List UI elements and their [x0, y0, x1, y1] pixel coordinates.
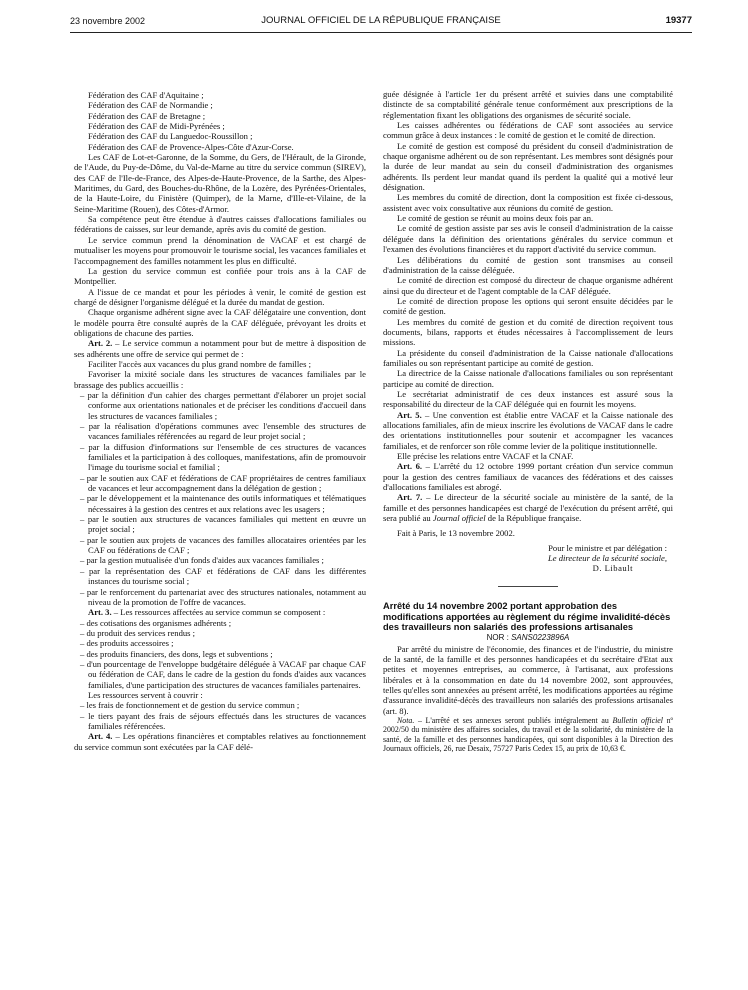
journal-officiel-ref: Journal officiel: [432, 513, 486, 524]
article-3: [74, 607, 366, 617]
paragraph: guée désignée à l'article 1er du présent arrêté et suivies dans une comptabilité distincte de sa comptabilité générale tenue conformément aux prescriptions de la réglementation fixant les obligations des organismes de sécurité sociale.: [383, 89, 673, 120]
article-text: – Le directeur de la sécurité sociale au ministère de la santé, de la famille et des personnes handicapées est chargé de l'exécution du présent arrêté, qui sera publié au: [383, 492, 674, 524]
dash-list: [74, 700, 366, 731]
list-item: Fédération des CAF de Midi-Pyrénées ;: [88, 121, 225, 132]
article-text: de la République française.: [485, 513, 582, 524]
article-label: Art. 4.: [88, 731, 113, 742]
list-item: – par le développement et la maintenance des outils informatiques et télématiques nécessaires à la gestion des centres et aux relations avec les usagers ;: [80, 493, 366, 514]
paragraph: Les membres du comité de gestion et du comité de direction reçoivent tous documents, bilans, rapports et études nécessaires à l'accomplissement de leurs missions.: [383, 316, 673, 348]
list-item: – par le soutien aux projets de vacances des familles allocataires orientées par les CAF ou fédérations de CAF ;: [80, 534, 366, 556]
bulletin-officiel-ref: Bulletin officiel: [612, 715, 663, 725]
list-item: – des produits financiers, des dons, legs et subventions ;: [80, 648, 273, 659]
nor-reference: [383, 633, 673, 643]
article-label: Art. 2.: [88, 338, 113, 349]
dash-list: [74, 390, 366, 607]
paragraph: Le comité de gestion est composé du président du conseil d'administration de chaque organisme adhérent ou de son représentant. Les membres sont désignés pour la durée de leur mandat au sein du conseil d'administration des organismes adhérents. Ils perdent leur mandat quand ils perdent la qualité qui a motivé leur désignation.: [383, 140, 673, 193]
dash-list: [74, 618, 366, 690]
signatory-name: D. Libault: [592, 563, 633, 574]
nor-code: SANS0223896A: [511, 633, 570, 643]
list-item: – des cotisations des organismes adhérents ;: [80, 617, 232, 628]
paragraph: Le comité de direction propose les options qui seront ensuite décidées par le comité de gestion.: [383, 295, 673, 317]
list-item: – par le renforcement du partenariat avec des structures nationales, notamment au niveau de la promotion de l'offre de vacances.: [80, 586, 366, 607]
article-text: – Une convention est établie entre VACAF et la Caisse nationale des allocations familiales, afin de mieux inscrire les évolutions de VACAF dans le cadre des orientations institutionnelles pour soutenir et accompagner les vacances familiales, et de renforcer son rôle comme levier de la politique institutionnelle.: [383, 409, 673, 451]
list-item: Fédération des CAF de Provence-Alpes-Côte d'Azur-Corse.: [88, 141, 294, 152]
article-label: Art. 6.: [397, 461, 423, 472]
paragraph: Le comité de gestion se réunit au moins deux fois par an.: [397, 213, 594, 224]
right-column: [383, 89, 673, 754]
journal-title: JOURNAL OFFICIEL DE LA RÉPUBLIQUE FRANÇAISE: [261, 15, 501, 26]
nota-text: – L'arrêté et ses annexes seront publiés intégralement au: [414, 715, 613, 725]
nor-label: NOR :: [486, 633, 512, 643]
page-number: 19377: [665, 15, 692, 26]
left-column: [74, 90, 366, 752]
list-item: – par la représentation des CAF et fédérations de CAF dans les différentes instances du tourisme social ;: [80, 565, 366, 587]
paragraph: A l'issue de ce mandat et pour les périodes à venir, le comité de gestion est chargé de désigner l'organisme délégué et la durée du mandat de gestion.: [74, 286, 366, 307]
paragraph: La gestion du service commun est confiée pour trois ans à la CAF de Montpellier.: [74, 265, 366, 287]
paragraph: La présidente du conseil d'administration de la Caisse nationale d'allocations familiales ou son représentant participe au comité de gestion.: [383, 347, 673, 368]
paragraph: Faciliter l'accès aux vacances du plus grand nombre de familles ;: [88, 358, 311, 369]
decree-headline: Arrêté du 14 novembre 2002 portant approbation des modifications apportées au règlement du régime invalidité-décès des travailleurs non salariés des professions artisanales: [383, 600, 671, 633]
signature-title: Le directeur de la sécurité sociale,: [547, 553, 667, 564]
article-text: – L'arrêté du 12 octobre 1999 portant création d'un service commun pour la gestion des centres familiaux de vacances des fédérations et des caisses d'allocations familiales est abrogé.: [383, 461, 674, 493]
list-item: – les frais de fonctionnement et de gestion du service commun ;: [80, 700, 300, 711]
article-text: – Les ressources affectées au service commun se composent :: [111, 607, 326, 618]
paragraph: Le secrétariat administratif de ces deux instances est assuré sous la responsabilité du directeur de la CAF déléguée qui en fournit les moyens.: [383, 388, 673, 410]
paragraph: Par arrêté du ministre de l'économie, des finances et de l'industrie, du ministre de la santé, de la famille et des personnes handicapées et du secrétaire d'Etat aux petites et moyennes entreprises, au commerce, à l'artisanat, aux professions libérales et à la consommation en date du 14 novembre 2002, sont approuvées, telles qu'elles sont annexées au présent arrêté, les modifications apportées au régime d'assurance invalidité-décès des travailleurs non salariés des professions artisanales (art. 8).: [383, 643, 673, 716]
paragraph: Les CAF de Lot-et-Garonne, de la Somme, du Gers, de l'Hérault, de la Gironde, de l'Aude, du Puy-de-Dôme, du Val-de-Marne au titre du service commun (SIREV), des CAF de l'Ile-de-France, des Alpes-de-Haute-Provence, de la Sarthe, des Alpes-Maritimes, du Gard, des Bouches-du-Rhône, de la Lozère, des Pyrénées-Orientales, de la Haute-Loire, du Finistère (Quimper), de la Marne, d'Ille-et-Vilaine, de la Seine-Maritime (Rouen), des Côtes-d'Armor.: [74, 152, 366, 214]
nota-label: Nota.: [397, 715, 415, 725]
list-item: Fédération des CAF d'Aquitaine ;: [88, 90, 204, 100]
list-item: – par la diffusion d'informations sur l'ensemble de ces structures de vacances familiales et la participation à des colloques, manifestations, afin de promouvoir l'image du tourisme social et familial ;: [80, 441, 366, 473]
paragraph: La directrice de la Caisse nationale d'allocations familiales ou son représentant participe au comité de direction.: [383, 368, 673, 389]
paragraph: Le service commun prend la dénomination de VACAF et est chargé de mutualiser les moyens pour promouvoir le tourisme social, les vacances familiales et l'accompagnement des familles notamment les plus en difficulté.: [74, 234, 366, 266]
article-7: [383, 492, 673, 523]
list-item: – par la gestion mutualisée d'un fonds d'aides aux vacances familiales ;: [80, 555, 324, 566]
nota: [383, 716, 673, 754]
list-item: – par le soutien aux CAF et fédérations de CAF propriétaires de centres familiaux de vacances et leur accompagnement dans la délégation de gestion ;: [80, 472, 366, 494]
article-text: – Les opérations financières et comptables relatives au fonctionnement du service commun sont exécutées par la CAF délé-: [74, 731, 367, 752]
signature-line: Pour le ministre et par délégation :: [548, 542, 667, 553]
list-item: – par la réalisation d'opérations communes avec l'ensemble des structures de vacances familiales référencées au regard de leur projet social ;: [80, 421, 366, 442]
separator: [498, 586, 558, 587]
list-item: – des produits accessoires ;: [80, 638, 174, 649]
paragraph: Les caisses adhérentes ou fédérations de CAF sont associées au service commun grâce à deux instances : le comité de gestion et le comité de direction.: [383, 120, 673, 141]
paragraph: Elle précise les relations entre VACAF et la CNAF.: [397, 451, 574, 462]
list-item: Fédération des CAF de Bretagne ;: [88, 110, 206, 121]
article-6: [383, 461, 673, 492]
article-5: [383, 410, 673, 451]
paragraph: Sa compétence peut être étendue à d'autres caisses d'allocations familiales ou fédérations de caisses, sur leur demande, après avis du comité de gestion.: [74, 214, 366, 235]
federation-list: [74, 90, 366, 152]
list-item: – par la définition d'un cahier des charges permettant d'élaborer un projet social conforme aux orientations nationales et de préciser les conditions d'accueil dans les structures de vacances familiales ;: [80, 389, 366, 421]
nota-text: nº 2002/50 du ministère des affaires sociales, du travail et de la solidarité, du ministère de la santé, de la famille et des personnes handicapées, qui sont disponibles à la Direction des Journaux officiels, 26, rue Desaix, 75727 Paris Cedex 15, au prix de 10,63 €.: [383, 715, 673, 754]
list-item: Fédération des CAF du Languedoc-Roussillon ;: [88, 131, 253, 142]
article-label: Art. 7.: [397, 492, 423, 503]
header-date: 23 novembre 2002: [70, 16, 146, 26]
signing-date: Fait à Paris, le 13 novembre 2002.: [397, 528, 515, 539]
article-label: Art. 5.: [397, 409, 422, 420]
paragraph: Les délibérations du comité de gestion sont transmises au conseil d'administration de la caisse déléguée.: [383, 254, 673, 275]
paragraph: Les membres du comité de direction, dont la composition est fixée ci-dessous, assistent avec voix consultative aux réunions du comité de gestion.: [383, 192, 673, 213]
paragraph: Le comité de direction est composé du directeur de chaque organisme adhérent ainsi que du directeur et de l'agent comptable de la CAF déléguée.: [383, 275, 673, 296]
article-label: Art. 3.: [88, 607, 112, 618]
article-2: [74, 338, 366, 359]
article-4: [74, 731, 366, 752]
list-item: – par le soutien aux structures de vacances familiales qui mettent en œuvre un projet social ;: [80, 514, 366, 535]
list-item: Fédération des CAF de Normandie ;: [88, 100, 213, 111]
list-item: – le tiers payant des frais de séjours effectués dans les structures de vacances familiales référencées.: [80, 710, 366, 731]
page-header: [70, 12, 692, 33]
paragraph: Favoriser la mixité sociale dans les structures de vacances familiales par le brassage des publics accueillis :: [74, 369, 366, 390]
list-item: – du produit des services rendus ;: [80, 627, 196, 638]
paragraph: Chaque organisme adhérent signe avec la CAF délégataire une convention, dont le modèle pourra être consulté auprès de la CAF déléguée, prévoyant les droits et obligations de chacune des parties.: [74, 307, 366, 338]
paragraph: Le comité de gestion assiste par ses avis le conseil d'administration de la caisse déléguée dans la définition des orientations générales du service commun et l'examen des évolutions financières et du rapport d'activité du service commun.: [383, 223, 673, 255]
article-text: – Le service commun a notamment pour but de mettre à disposition de ses adhérents une offre de service qui permet de :: [74, 338, 367, 359]
list-item: – d'un pourcentage de l'enveloppe budgétaire déléguée à VACAF par chaque CAF ou fédération de CAF, dans le cadre de la gestion du fonds d'aides aux vacances familiales, d'une participation des structures de vacances familiales partenaires.: [80, 658, 366, 690]
paragraph: Les ressources servent à couvrir :: [88, 689, 203, 700]
